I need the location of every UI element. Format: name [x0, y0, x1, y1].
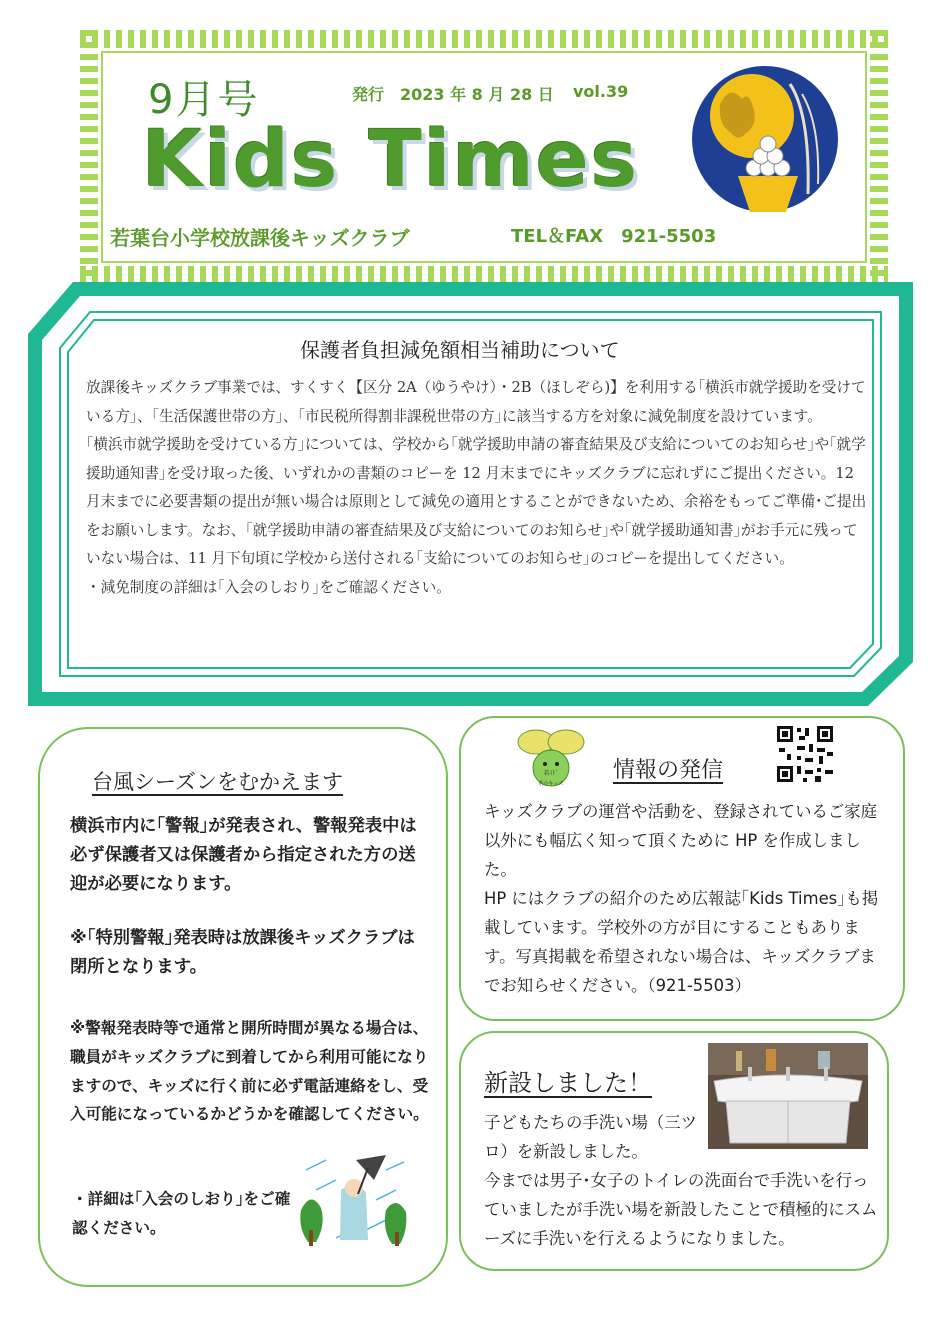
typhoon-warning-text: 横浜市内に｢警報｣が発表され、警報発表中は必ず保護者又は保護者から指定された方の送迎が必要になります。: [70, 816, 417, 894]
new-facility-heading: 新設しました！: [484, 1069, 652, 1097]
notice-body: [86, 374, 872, 602]
volume-number: vol.39: [573, 82, 629, 101]
published-date: 発行 2023 年 8 月 28 日: [352, 85, 554, 104]
tel-fax: TEL＆FAX 921-5503: [511, 226, 717, 247]
notice-paragraph: 放課後キッズクラブ事業では、すくすく【区分 2A（ゆうやけ）・2B（ほしぞら)】を利用する｢横浜市就学援助を受けている方｣、｢生活保護世帯の方｣、｢市民税所得割非課税世帯の方｣に該当する方を対象に減免制度を設けています。: [86, 379, 866, 425]
mascot-icon: [516, 728, 586, 790]
mascot-label-top: 若ﾐﾄﾞ: [543, 770, 559, 777]
issue-month: 9月号: [148, 77, 260, 123]
typhoon-heading: 台風シーズンをむかえます: [92, 770, 343, 794]
notice-paragraph: ｢横浜市就学援助を受けている方｣については、学校から｢就学援助申請の審査結果及び支給についてのお知らせ｣や｢就学援助通知書｣を受け取った後、いずれかの書類のコピーを 12 月末までにキッズクラブに忘れずにご提出ください。12 月末までに必要書類の提出が無い場合は原則として減免の適用とすることができないため、余裕をもってご準備･ご提出をお願いします。なお、｢就学援助申請の審査結果及び支給についてのお知らせ｣や｢就学援助通知書｣がお手元に残っていない場合は、11 月下旬頃に学校から送付される｢支給についてのお知らせ｣のコピーを提出してください。: [86, 436, 867, 567]
mascot-label-bottom: 若小キッズ: [538, 781, 564, 787]
moon-viewing-illustration: [690, 64, 840, 214]
qr-code-icon[interactable]: [775, 724, 835, 784]
typhoon-illustration: [296, 1150, 412, 1250]
handwash-sink-photo: [708, 1043, 868, 1149]
club-name: 若葉台小学校放課後キッズクラブ: [110, 226, 410, 250]
notice-title: 保護者負担減免額相当補助について: [300, 338, 620, 362]
newsletter-title: Kids Times: [142, 115, 640, 205]
opening-hours-note: ※警報発表時等で通常と開所時間が異なる場合は、職員がキッズクラブに到着してから利用可能になりますので、キッズに行く前に必ず電話連絡をし、受入可能になっているかどうかを確認してください。: [70, 1019, 429, 1124]
info-heading: 情報の発信: [613, 758, 724, 783]
info-text: キッズクラブの運営や活動を、登録されているご家庭以外にも幅広く知って頂くために HP を作成しました。 HP にはクラブの紹介のため広報誌｢Kids Times｣も掲載しています。学校外の方が目にすることもあります。写真掲載を希望されない場合は、キッズクラブまでお知らせください。（921-5503）: [484, 802, 879, 995]
new-facility-text-2: 今までは男子･女子のトイレの洗面台で手洗いを行っていましたが手洗い場を新設したことで積極的にスムーズに手洗いを行えるようになりました。: [484, 1171, 878, 1248]
new-facility-text-1: 子どもたちの手洗い場（三ツロ）を新設しました。: [484, 1113, 698, 1161]
notice-paragraph: ・減免制度の詳細は｢入会のしおり｣をご確認ください。: [86, 578, 451, 596]
special-warning-text: ※｢特別警報｣発表時は放課後キッズクラブは閉所となります。: [70, 928, 415, 977]
details-note: ・詳細は｢入会のしおり｣をご確認ください。: [72, 1190, 291, 1237]
